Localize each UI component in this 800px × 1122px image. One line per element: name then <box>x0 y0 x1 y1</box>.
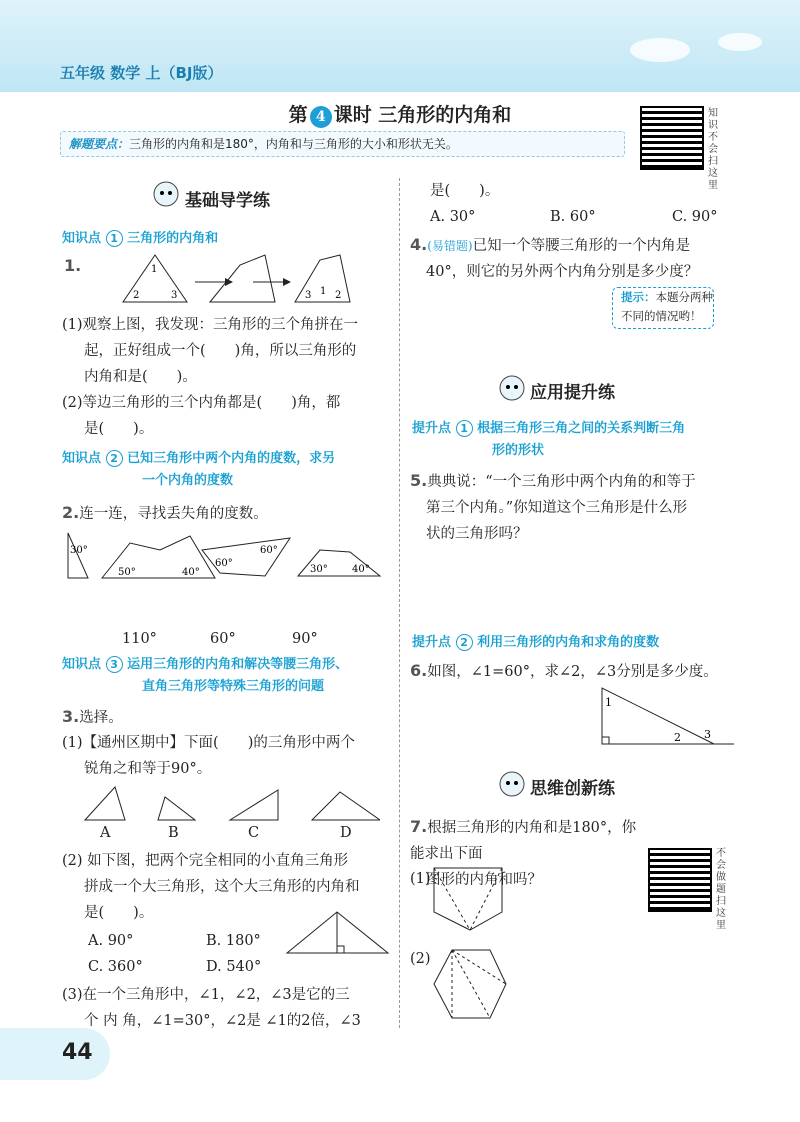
question-4-text: 4.(易错题)已知一个等腰三角形的一个内角是 40°，则它的另外两个内角分别是多少度？ <box>410 235 699 280</box>
svg-text:40°: 40° <box>182 567 200 578</box>
question-3-part-2: (2) 如下图，把两个完全相同的小直角三角形 拼成一个大三角形，这个大三角形的内角和 是( )。 <box>62 853 360 921</box>
qr-label: 知识不会扫这里 <box>708 108 718 191</box>
option-triangles <box>80 782 380 822</box>
svg-text:2: 2 <box>133 290 140 301</box>
section-think: 思维创新练 <box>530 779 615 799</box>
triangle-angle-diagram <box>115 250 355 310</box>
tip-bar: 解题要点：三角形的内角和是180°，内角和与三角形的大小和形状无关。 <box>60 131 625 157</box>
qr-code-icon[interactable] <box>648 848 712 912</box>
svg-text:3: 3 <box>171 290 178 301</box>
question-2-text: 2.连一连，寻找丢失角的度数。 <box>62 503 268 522</box>
choice-option: A. 30° <box>430 209 476 225</box>
question-number: 1. <box>64 256 82 275</box>
pentagon-figure <box>430 864 510 934</box>
svg-text:1: 1 <box>605 696 612 709</box>
svg-text:60°: 60° <box>215 558 233 569</box>
section-basic: 基础导学练 <box>185 191 270 211</box>
svg-text:30°: 30° <box>70 545 88 556</box>
page-number-tab: 44 <box>0 1028 110 1080</box>
improvement-point-2: 提升点 2 利用三角形的内角和求角的度数 <box>412 635 660 650</box>
choice-angle: 110° <box>122 631 157 647</box>
page-title: 第 4 课时 三角形的内角和 <box>288 104 512 126</box>
option-label: C <box>248 825 260 841</box>
option-label: B <box>168 825 179 841</box>
choice-angle: 90° <box>292 631 318 647</box>
svg-text:40°: 40° <box>352 564 370 575</box>
choice-option: B. 60° <box>550 209 596 225</box>
option-label: A <box>100 825 111 841</box>
choice-option: C. 360° <box>88 959 143 975</box>
grade-label: 五年级 数学 上（BJ版） <box>60 64 223 82</box>
choice-angle: 60° <box>210 631 236 647</box>
svg-text:1: 1 <box>320 286 327 297</box>
svg-text:30°: 30° <box>310 564 328 575</box>
question-6-text: 6.如图，∠1=60°，求∠2，∠3分别是多少度。 <box>410 661 718 680</box>
question-3-part-3: (3)在一个三角形中，∠1，∠2，∠3是它的三 个 内 角，∠1=30°，∠2是 ∠1的2倍，∠3 <box>62 987 361 1029</box>
qr-label: 不会做题扫这里 <box>716 848 726 931</box>
option-label: D <box>340 825 352 841</box>
knowledge-point-2: 知识点 2 已知三角形中两个内角的度数，求另 一个内角的度数 <box>62 451 336 488</box>
combined-right-triangles <box>285 908 390 956</box>
hint-box: 提示：本题分两种 不同的情况哟！ <box>612 287 714 329</box>
svg-text:3: 3 <box>704 728 711 741</box>
knowledge-point-3: 知识点 3 运用三角形的内角和解决等腰三角形、 直角三角形等特殊三角形的问题 <box>62 657 349 694</box>
choice-option: C. 90° <box>672 209 718 225</box>
mascot-icon <box>496 768 528 804</box>
knowledge-point-1: 知识点 1 三角形的内角和 <box>62 231 219 246</box>
question-5-text: 5.典典说：“一个三角形中两个内角的和等于 第三个内角。”你知道这个三角形是什么形 状的三角形吗？ <box>410 471 696 542</box>
svg-text:3: 3 <box>305 290 312 301</box>
choice-option: A. 90° <box>88 933 134 949</box>
sub-label: (1) <box>410 871 431 887</box>
cloud-icon <box>620 20 790 70</box>
svg-text:50°: 50° <box>118 567 136 578</box>
svg-text:2: 2 <box>335 290 342 301</box>
question-3-part-3-cont: 是( )。 <box>430 183 500 199</box>
right-triangle-figure <box>596 684 736 748</box>
hexagon-figure <box>430 946 510 1022</box>
choice-option: B. 180° <box>206 933 261 949</box>
improvement-point-1: 提升点 1 根据三角形三角之间的关系判断三角 形的形状 <box>412 421 686 458</box>
question-3-text: 3.选择。 <box>62 707 123 726</box>
mascot-icon <box>496 372 528 408</box>
missing-angle-triangles <box>60 528 390 584</box>
section-apply: 应用提升练 <box>530 383 615 403</box>
question-1-text: (1)观察上图，我发现：三角形的三个角拼在一 起，正好组成一个( )角，所以三角形的 内角和是( )。 (2)等边三角形的三个内角都是( )角，都 是( )。 <box>62 317 359 437</box>
svg-text:60°: 60° <box>260 545 278 556</box>
choice-option: D. 540° <box>206 959 262 975</box>
mascot-icon <box>150 178 182 214</box>
question-7-text: 7.根据三角形的内角和是180°，你能求出下面 图形的内角和吗？ <box>410 817 637 888</box>
question-3-part-1: (1)【通州区期中】下面( )的三角形中两个 锐角之和等于90°。 <box>62 735 355 777</box>
qr-code-icon[interactable] <box>640 106 704 170</box>
svg-text:2: 2 <box>674 731 681 744</box>
svg-text:1: 1 <box>151 264 158 275</box>
sub-label: (2) <box>410 951 431 967</box>
column-divider <box>399 178 400 1028</box>
